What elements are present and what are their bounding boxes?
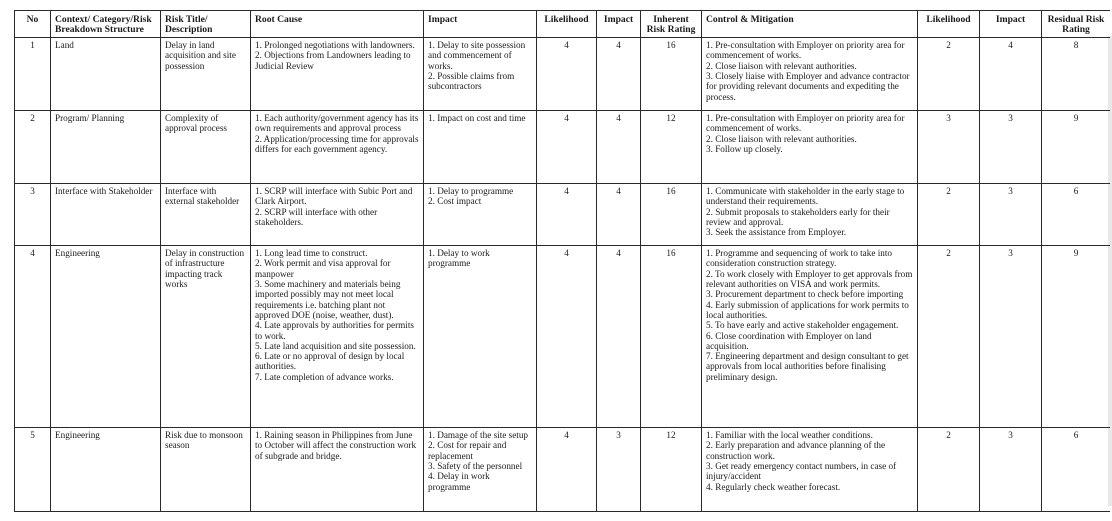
cell-control-mitigation (702, 111, 918, 184)
cell-line: 4. Regularly check weather forecast. (706, 481, 841, 492)
cell-root-cause (251, 246, 424, 428)
cell-line: 2. SCRP will interface with other stakeholders. (255, 206, 378, 228)
cell-line: 2. Work permit and visa approval for manpower (255, 258, 391, 279)
cell-line: 2. Early preparation and advance planning of the construction work. (706, 440, 886, 461)
cell-risk-title: Interface with external stakeholder (161, 184, 251, 246)
cell-residual-impact: 3 (980, 246, 1042, 428)
cell-residual-impact: 3 (980, 111, 1042, 184)
cell-context: Program/ Planning (51, 111, 161, 184)
cell-impact (424, 428, 537, 512)
cell-no: 1 (15, 38, 51, 111)
cell-residual-impact: 3 (980, 184, 1042, 246)
cell-line: 1. Pre-consultation with Employer on priority area for commencement of works. (706, 40, 905, 61)
table-row (15, 38, 1111, 111)
cell-line: 1. Pre-consultation with Employer on priority area for commencement of works. (706, 113, 905, 134)
cell-residual-likelihood: 2 (918, 38, 980, 111)
cell-impact (424, 184, 537, 246)
header-impact-score: Impact (597, 11, 641, 38)
cell-line: 1. Delay to work programme (428, 248, 490, 269)
cell-line: 1. Damage of the site setup (428, 430, 529, 441)
cell-line: 3. Get ready emergency contact numbers, in case of injury/accident (706, 461, 897, 482)
header-risk-title: Risk Title/ Description (161, 11, 251, 38)
cell-line: 1. Programme and sequencing of work to take into consideration construction strategy. (706, 248, 893, 269)
cell-residual-likelihood: 2 (918, 184, 980, 246)
cell-line: 6. Late or no approval of design by local authorities. (255, 351, 405, 372)
cell-control-mitigation (702, 184, 918, 246)
cell-line: 3. Closely liaise with Employer and advance contractor for providing relevant documents and expediting the process. (706, 71, 910, 102)
cell-likelihood: 4 (537, 38, 597, 111)
cell-line: 4. Delay in work programme (428, 471, 490, 492)
cell-inherent-risk-rating: 12 (641, 428, 702, 512)
cell-line: 5. Late land acquisition and site possession. (255, 340, 416, 351)
cell-line: 1. Raining season in Philippines from June to October will affect the construction work of subgrade and bridge. (255, 430, 417, 461)
cell-line: 1. Communicate with stakeholder in the early stage to understand their requirements. (706, 186, 905, 207)
cell-impact-score: 4 (597, 246, 641, 428)
cell-residual-likelihood: 2 (918, 246, 980, 428)
cell-line: 7. Late completion of advance works. (255, 371, 394, 382)
cell-no: 5 (15, 428, 51, 512)
header-residual-likelihood: Likelihood (918, 11, 980, 38)
cell-line: 3. Some machinery and materials being imported possibly may not meet local requirements i.e. batching plant not approved DOE (noise, weather, dust). (255, 279, 401, 320)
cell-likelihood: 4 (537, 184, 597, 246)
cell-line: 3. Follow up closely. (706, 144, 783, 155)
cell-line: 7. Engineering department and design consultant to get approvals from local authorities before finalising preliminary design. (706, 351, 909, 382)
cell-likelihood: 4 (537, 428, 597, 512)
cell-line: 4. Late approvals by authorities for permits to work. (255, 320, 414, 341)
cell-line: 1. Impact on cost and time (428, 113, 526, 124)
cell-context: Interface with Stakeholder (51, 184, 161, 246)
cell-line: 3. Procurement department to check before importing (706, 289, 904, 300)
cell-residual-risk-rating: 6 (1042, 428, 1111, 512)
header-control-mitigation: Control & Mitigation (702, 11, 918, 38)
cell-impact-score: 4 (597, 184, 641, 246)
cell-line: 1. Delay to site possession and commencement of works. (428, 40, 526, 71)
header-context: Context/ Category/Risk Breakdown Structure (51, 11, 161, 38)
cell-line: 2. Possible claims from subcontractors (428, 71, 515, 92)
cell-inherent-risk-rating: 16 (641, 184, 702, 246)
cell-impact (424, 38, 537, 111)
cell-context: Land (51, 38, 161, 111)
cell-root-cause (251, 111, 424, 184)
cell-line: 2. Close liaison with relevant authorities. (706, 60, 857, 71)
cell-root-cause (251, 38, 424, 111)
risk-register-sheet (14, 10, 1110, 518)
cell-line: 2. To work closely with Employer to get approvals from relevant authorities on VISA and work permits. (706, 268, 913, 290)
cell-line: 6. Close coordination with Employer on land acquisition. (706, 330, 872, 351)
cell-impact-score: 4 (597, 111, 641, 184)
table-row (15, 246, 1111, 428)
cell-residual-risk-rating: 9 (1042, 111, 1111, 184)
header-inherent-risk-rating: Inherent Risk Rating (641, 11, 702, 38)
header-root-cause: Root Cause (251, 11, 424, 38)
cell-no: 4 (15, 246, 51, 428)
cell-control-mitigation (702, 428, 918, 512)
cell-line: 3. Seek the assistance from Employer. (706, 227, 847, 238)
cell-line: 2. Cost for repair and replacement (428, 440, 507, 461)
risk-register-table (14, 10, 1110, 512)
cell-line: 1. Each authority/government agency has its own requirements and approval process (255, 113, 419, 134)
cell-line: 2. Submit proposals to stakeholders early for their review and approval. (706, 206, 890, 228)
cell-control-mitigation (702, 38, 918, 111)
header-residual-risk-rating: Residual Risk Rating (1042, 11, 1111, 38)
cell-line: 2. Close liaison with relevant authorities. (706, 133, 857, 144)
cell-line: 1. Delay to programme (428, 186, 514, 197)
cell-impact-score: 4 (597, 38, 641, 111)
cell-control-mitigation (702, 246, 918, 428)
cell-risk-title: Complexity of approval process (161, 111, 251, 184)
cell-residual-risk-rating: 9 (1042, 246, 1111, 428)
cell-line: 2. Objections from Landowners leading to Judicial Review (255, 50, 411, 71)
risk-rows (15, 38, 1111, 512)
table-row (15, 111, 1111, 184)
page-top-edge (0, 0, 1112, 10)
header-residual-impact: Impact (980, 11, 1042, 38)
cell-line: 1. Long lead time to construct. (255, 248, 368, 259)
cell-root-cause (251, 184, 424, 246)
cell-residual-risk-rating: 6 (1042, 184, 1111, 246)
cell-line: 1. Familiar with the local weather conditions. (706, 430, 873, 441)
header-no: No (15, 11, 51, 38)
cell-inherent-risk-rating: 16 (641, 246, 702, 428)
cell-line: 2. Cost impact (428, 196, 482, 207)
cell-likelihood: 4 (537, 111, 597, 184)
cell-inherent-risk-rating: 12 (641, 111, 702, 184)
cell-line: 2. Application/processing time for approvals differs for each government agency. (255, 133, 419, 155)
cell-impact (424, 111, 537, 184)
cell-line: 5. To have early and active stakeholder engagement. (706, 320, 899, 331)
cell-line: 4. Early submission of applications for work permits to local authorities. (706, 299, 909, 320)
cell-no: 3 (15, 184, 51, 246)
cell-residual-risk-rating: 8 (1042, 38, 1111, 111)
cell-residual-likelihood: 3 (918, 111, 980, 184)
cell-inherent-risk-rating: 16 (641, 38, 702, 111)
table-row (15, 184, 1111, 246)
cell-residual-impact: 4 (980, 38, 1042, 111)
cell-root-cause (251, 428, 424, 512)
cell-risk-title: Delay in construction of infrastructure impacting track works (161, 246, 251, 428)
cell-impact-score: 3 (597, 428, 641, 512)
header-likelihood: Likelihood (537, 11, 597, 38)
cell-context: Engineering (51, 428, 161, 512)
cell-line: 3. Safety of the personnel (428, 461, 523, 472)
table-row (15, 428, 1111, 512)
header-impact: Impact (424, 11, 537, 38)
cell-residual-likelihood: 2 (918, 428, 980, 512)
cell-impact (424, 246, 537, 428)
cell-likelihood: 4 (537, 246, 597, 428)
header-row (15, 11, 1111, 38)
cell-risk-title: Delay in land acquisition and site possession (161, 38, 251, 111)
cell-risk-title: Risk due to monsoon season (161, 428, 251, 512)
cell-line: 1. SCRP will interface with Subic Port and Clark Airport. (255, 186, 413, 207)
cell-context: Engineering (51, 246, 161, 428)
cell-residual-impact: 3 (980, 428, 1042, 512)
cell-no: 2 (15, 111, 51, 184)
cell-line: 1. Prolonged negotiations with landowners. (255, 40, 415, 51)
